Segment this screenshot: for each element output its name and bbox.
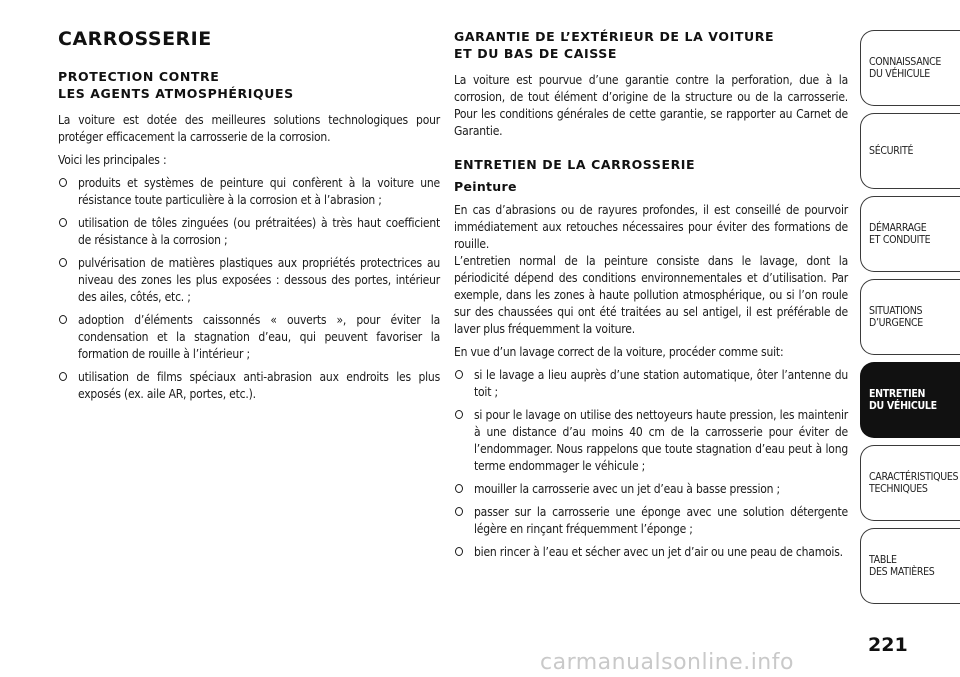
tab-caracteristiques-techniques[interactable]: CARACTÉRISTIQUES TECHNIQUES	[860, 445, 960, 521]
intro-paragraph: La voiture est dotée des meilleures solutions technologiques pour protéger efficacement la carrosserie de la corrosion.	[58, 113, 440, 144]
bullet-icon	[59, 372, 67, 381]
list-item-text: si le lavage a lieu auprès d’une station automatique, ôter l’antenne du toit ;	[474, 368, 848, 399]
heading-line: GARANTIE DE L’EXTÉRIEUR DE LA VOITURE	[454, 29, 775, 44]
bullet-icon	[455, 410, 463, 419]
list-item	[58, 175, 440, 209]
list-item	[454, 481, 848, 498]
washing-list	[454, 367, 848, 561]
list-item-text: passer sur la carrosserie une éponge avec une solution détergente légère en rinçant fréquemment l’éponge ;	[474, 505, 848, 536]
list-item	[454, 407, 848, 475]
tab-demarrage-et-conduite[interactable]: DÉMARRAGE ET CONDUITE	[860, 196, 960, 272]
list-item-text: utilisation de films spéciaux anti-abrasion aux endroits les plus exposés (ex. aile AR, portes, etc.).	[78, 370, 440, 401]
paint-paragraph-2: L’entretien normal de la peinture consiste dans le lavage, dont la périodicité dépend des conditions environnementales et d’utilisation. Par exemple, dans les zones à haute pollution atmosphérique, ou si l’on roule sur des chaussées qui ont été traitées au sel antigel, il est préférable de laver plus fréquemment la voiture.	[454, 254, 848, 336]
list-item	[58, 312, 440, 363]
bullet-icon	[455, 507, 463, 516]
subheading-paint: Peinture	[454, 179, 517, 194]
bullet-icon	[455, 484, 463, 493]
list-item	[454, 367, 848, 401]
protection-list	[58, 175, 440, 403]
list-item-text: pulvérisation de matières plastiques aux propriétés protectrices au niveau des zones les plus exposées : dessous des portes, intérieur des ailes, côtés, etc. ;	[78, 256, 440, 304]
paint-paragraph-1: En cas d’abrasions ou de rayures profondes, il est conseillé de pourvoir immédiatement aux retouches nécessaires pour éviter des formations de rouille.	[454, 203, 848, 251]
list-item-text: utilisation de tôles zinguées (ou prétraitées) à très haut coefficient de résistance à la corrosion ;	[78, 216, 440, 247]
paint-paragraph-3: En vue d’un lavage correct de la voiture, procéder comme suit:	[454, 345, 784, 359]
tab-connaissance-du-vehicule[interactable]: CONNAISSANCE DU VÉHICULE	[860, 30, 960, 106]
bullet-icon	[59, 258, 67, 267]
watermark: carmanualsonline.info	[540, 650, 794, 675]
bullet-icon	[59, 218, 67, 227]
section-heading-maintenance: ENTRETIEN DE LA CARROSSERIE	[454, 157, 696, 172]
list-item-text: bien rincer à l’eau et sécher avec un jet d’air ou une peau de chamois.	[474, 545, 843, 559]
lead-paragraph: Voici les principales :	[58, 153, 167, 167]
list-item	[58, 369, 440, 403]
bullet-icon	[59, 315, 67, 324]
heading-line: PROTECTION CONTRE	[58, 69, 220, 84]
list-item-text: mouiller la carrosserie avec un jet d’eau à basse pression ;	[474, 482, 780, 496]
guarantee-paragraph: La voiture est pourvue d’une garantie contre la perforation, due à la corrosion, de tout élément d’origine de la structure ou de la carrosserie. Pour les conditions générales de cette garantie, se rapporter au Carnet de Garantie.	[454, 73, 848, 138]
bullet-icon	[455, 370, 463, 379]
left-column	[58, 28, 440, 409]
bullet-icon	[455, 547, 463, 556]
bullet-icon	[59, 178, 67, 187]
list-item-text: produits et systèmes de peinture qui confèrent à la voiture une résistance toute particulière à la corrosion et à l’abrasion ;	[78, 176, 440, 207]
tab-situations-d-urgence[interactable]: SITUATIONS D’URGENCE	[860, 279, 960, 355]
tab-entretien-du-vehicule[interactable]: ENTRETIEN DU VÉHICULE	[860, 362, 960, 438]
tab-securite[interactable]: SÉCURITÉ	[860, 113, 960, 189]
page-number: 221	[868, 634, 908, 656]
heading-line: ET DU BAS DE CAISSE	[454, 46, 617, 61]
list-item	[454, 504, 848, 538]
list-item	[454, 544, 848, 561]
list-item-text: si pour le lavage on utilise des nettoyeurs haute pression, les maintenir à une distance d’au moins 40 cm de la carrosserie pour éviter de l’endommager. Nous rappelons que toute stagnation d’eau peut à long terme endommager le véhicule ;	[474, 408, 848, 473]
list-item	[58, 215, 440, 249]
section-heading-protection	[58, 68, 440, 102]
chapter-tabs	[860, 30, 960, 611]
page-title: CARROSSERIE	[58, 28, 212, 50]
list-item	[58, 255, 440, 306]
tab-table-des-matieres[interactable]: TABLE DES MATIÈRES	[860, 528, 960, 604]
heading-line: LES AGENTS ATMOSPHÉRIQUES	[58, 86, 294, 101]
section-heading-guarantee	[454, 28, 848, 62]
list-item-text: adoption d’éléments caissonnés « ouverts », pour éviter la condensation et la stagnation d’eau, qui peuvent favoriser la formation de rouille à l’intérieur ;	[78, 313, 440, 361]
right-column	[454, 28, 848, 567]
